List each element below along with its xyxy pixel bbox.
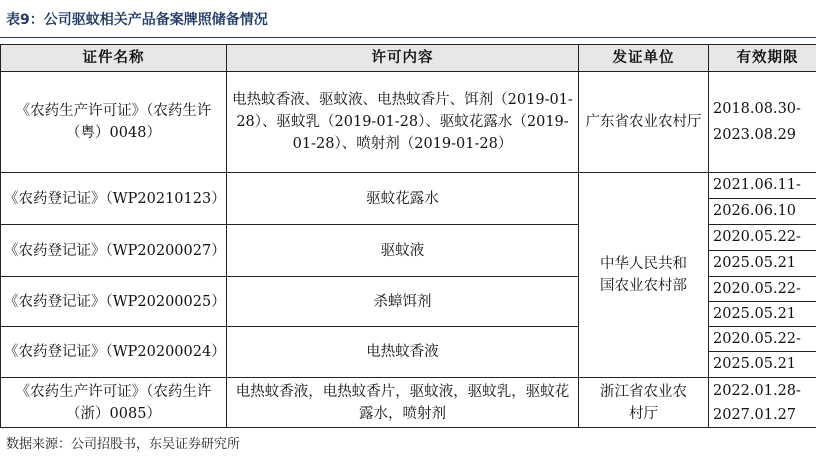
table-row (1, 378, 816, 428)
period-start: 2020.05.22- (713, 281, 801, 297)
period-cell (709, 225, 816, 277)
scope-cell: 电热蚊香液，电热蚊香片，驱蚊液，驱蚊乳，驱蚊花露水，喷射剂 (227, 378, 579, 428)
issuer-cell: 中华人民共和国农业农村部 (579, 173, 709, 378)
period-cell (709, 327, 816, 378)
period-start: 2020.05.22- (713, 331, 801, 347)
header-cert: 证件名称 (1, 45, 227, 72)
period-start: 2022.01.28- (713, 382, 801, 399)
table-row (1, 72, 816, 173)
header-period: 有效期限 (709, 45, 816, 72)
period-end: 2025.05.21 (709, 301, 816, 326)
cert-cell: 《农药生产许可证》（农药生许（浙）0085） (1, 378, 227, 428)
cert-cell: 《农药生产许可证》（农药生许（粤）0048） (1, 72, 227, 173)
scope-cell: 电热蚊香液 (227, 327, 579, 378)
scope-cell: 驱蚊液 (227, 225, 579, 277)
period-start: 2018.08.30- (713, 101, 801, 117)
period-cell (709, 277, 816, 327)
header-scope: 许可内容 (227, 45, 579, 72)
period-end: 2026.06.10 (709, 198, 816, 224)
table-header-row (1, 45, 816, 72)
cert-cell: 《农药登记证》（WP20200025） (1, 277, 227, 327)
period-end: 2025.05.21 (709, 351, 816, 377)
cert-cell: 《农药登记证》（WP20200027） (1, 225, 227, 277)
license-table (0, 44, 816, 428)
table-row (1, 173, 816, 225)
source-note: 数据来源：公司招股书，东吴证券研究所 (6, 437, 241, 452)
period-cell (709, 378, 816, 428)
period-cell (709, 173, 816, 225)
scope-cell: 电热蚊香液、驱蚊液、电热蚊香片、饵剂（2019-01-28）、驱蚊乳（2019-01-28）、驱蚊花露水（2019-01-28）、喷射剂（2019-01-28） (227, 72, 579, 173)
period-end: 2023.08.29 (713, 127, 797, 143)
title-rule (0, 37, 816, 38)
period-cell (709, 72, 816, 173)
issuer-cell: 浙江省农业农村厅 (579, 378, 709, 428)
period-start: 2021.06.11- (713, 177, 801, 193)
scope-cell: 驱蚊花露水 (227, 173, 579, 225)
header-issuer: 发证单位 (579, 45, 709, 72)
cert-cell: 《农药登记证》（WP20200024） (1, 327, 227, 378)
period-end: 2025.05.21 (709, 250, 816, 276)
scope-cell: 杀蟑饵剂 (227, 277, 579, 327)
issuer-cell: 广东省农业农村厅 (579, 72, 709, 173)
table-title: 表9：公司驱蚊相关产品备案牌照储备情况 (6, 12, 268, 28)
period-start: 2020.05.22- (713, 229, 801, 245)
cert-cell: 《农药登记证》（WP20210123） (1, 173, 227, 225)
period-end: 2027.01.27 (713, 406, 797, 423)
